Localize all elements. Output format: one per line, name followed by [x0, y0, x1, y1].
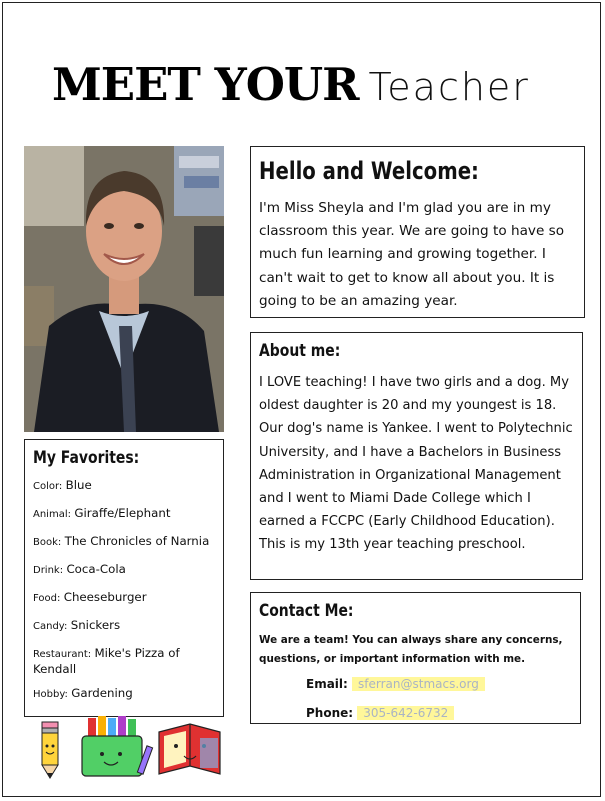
title-bold: MEET YOUR — [52, 58, 359, 111]
email-link[interactable]: sferran@stmacs.org — [352, 677, 485, 691]
email-line — [306, 677, 485, 691]
book-icon — [159, 724, 220, 774]
favorite-label: Color: — [33, 481, 63, 492]
contact-box — [250, 592, 581, 724]
favorites-box — [24, 439, 224, 717]
favorite-hobby — [33, 686, 215, 714]
favorite-drink — [33, 562, 215, 590]
favorite-food — [33, 590, 215, 618]
pencil-icon — [42, 722, 58, 778]
favorite-color — [33, 478, 215, 506]
phone-line — [306, 706, 454, 720]
favorite-animal — [33, 506, 215, 534]
favorite-value: The Chronicles of Narnia — [64, 534, 210, 548]
favorite-label: Book: — [33, 537, 62, 548]
teacher-photo-illustration — [24, 146, 224, 432]
clipart-illustration — [24, 716, 224, 780]
title-light: Teacher — [368, 65, 530, 109]
favorite-value: Mike's Pizza of Kendall — [33, 646, 180, 676]
welcome-text: I'm Miss Sheyla and I'm glad you are in my classroom this year. We are going to have so much fun learning and growing together. I can't wait to get to know all about you. It is going to be an amazing year. — [259, 200, 565, 309]
favorite-label: Food: — [33, 593, 61, 604]
school-clipart — [24, 716, 224, 780]
favorite-label: Candy: — [33, 621, 68, 632]
favorite-value: Gardening — [71, 686, 133, 700]
welcome-title: Hello and Welcome: — [259, 157, 479, 185]
about-text: I LOVE teaching! I have two girls and a dog. My oldest daughter is 20 and my youngest is 18. Our dog's name is Yankee. I went to Polytechnic University, and I have a Bachelors in Business Administration in Organizational Management and I went to Miami Dade College which I earned a FCCPC (Early Childhood Education). This is my 13th year teaching preschool. — [259, 375, 573, 553]
favorite-label: Drink: — [33, 565, 64, 576]
welcome-box — [250, 146, 585, 318]
email-label: Email: — [306, 677, 348, 691]
contact-title: Contact Me: — [259, 601, 354, 621]
favorite-candy — [33, 618, 215, 646]
favorite-book — [33, 534, 215, 562]
about-title: About me: — [259, 341, 341, 361]
favorite-label: Restaurant: — [33, 649, 92, 660]
teacher-photo — [24, 146, 224, 432]
crayon-box-icon — [82, 716, 153, 776]
favorite-value: Blue — [65, 478, 92, 492]
favorite-value: Cheeseburger — [63, 590, 147, 604]
favorite-value: Snickers — [70, 618, 121, 632]
favorite-restaurant — [33, 646, 215, 686]
favorites-title: My Favorites: — [33, 448, 140, 468]
about-box — [250, 332, 583, 580]
page-title — [52, 58, 552, 118]
phone-label: Phone: — [306, 706, 354, 720]
favorite-value: Coca-Cola — [66, 562, 126, 576]
favorite-value: Giraffe/Elephant — [74, 506, 171, 520]
favorite-label: Hobby: — [33, 689, 68, 700]
phone-value[interactable]: 305-642-6732 — [357, 706, 454, 720]
contact-text: We are a team! You can always share any concerns, questions, or important information with me. — [259, 634, 563, 665]
favorite-label: Animal: — [33, 509, 71, 520]
